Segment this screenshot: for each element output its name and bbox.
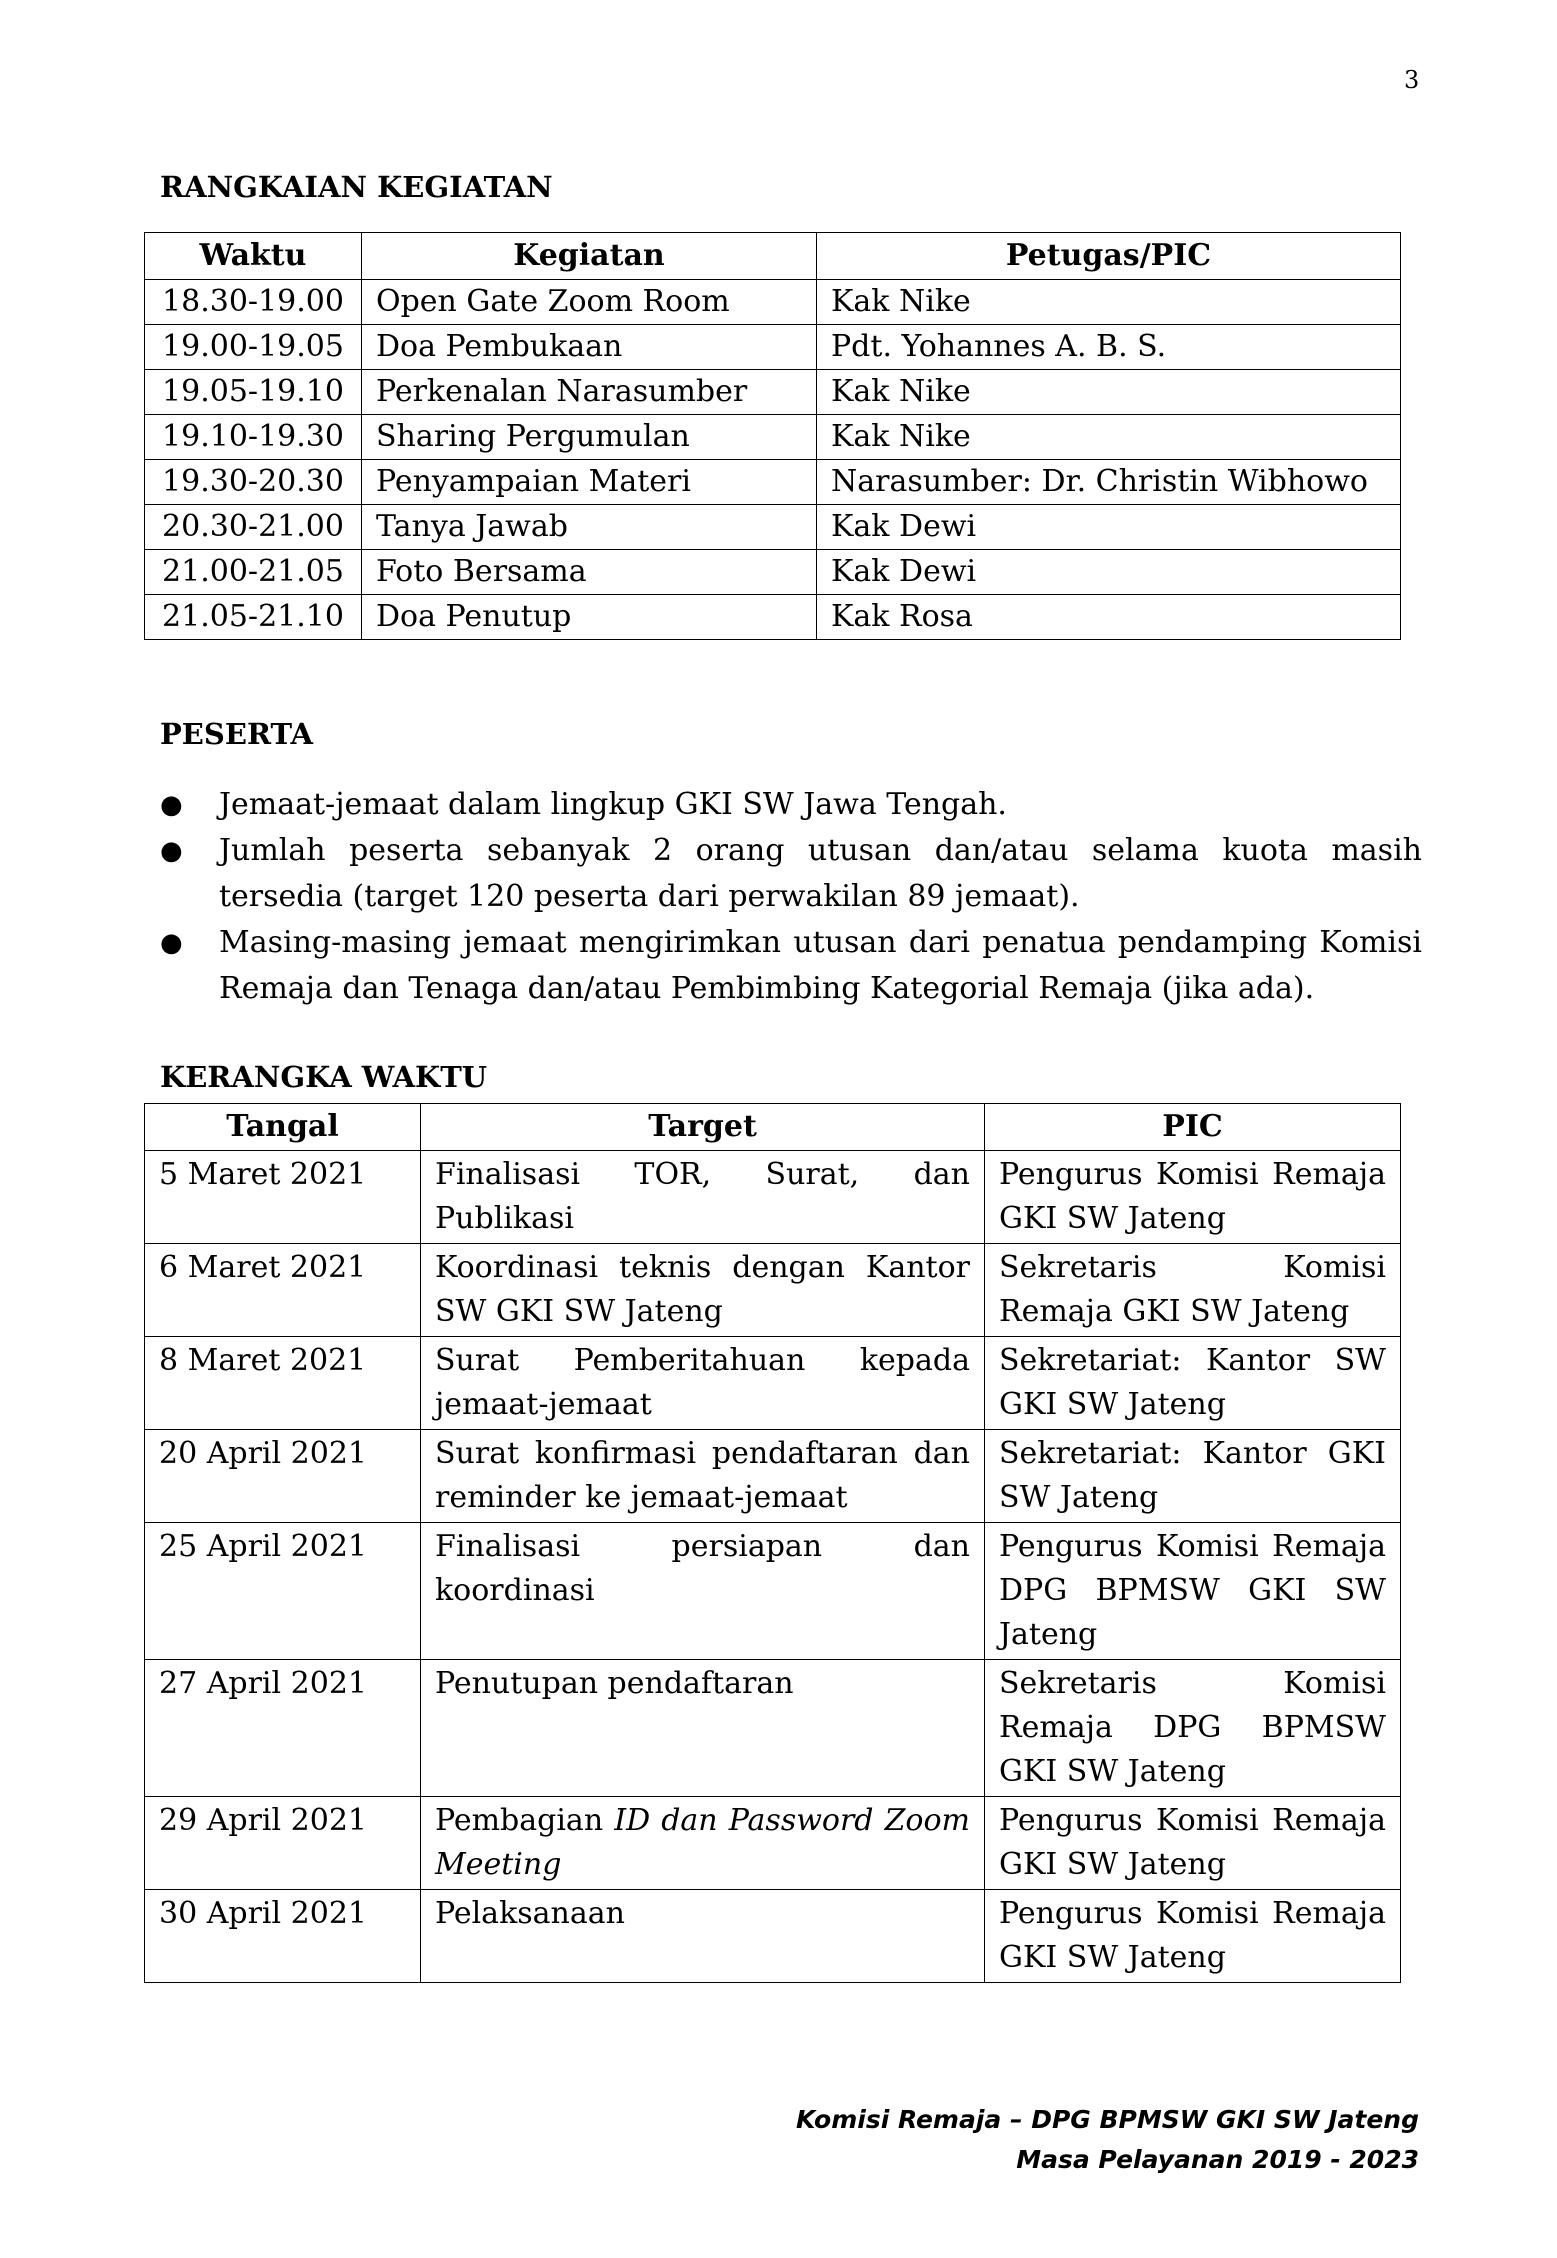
bullet-icon: ● xyxy=(160,928,183,958)
table-header-row xyxy=(145,1104,1401,1151)
table-cell: 19.05-19.10 xyxy=(145,370,362,415)
table-cell: Surat konfirmasi pendaftaran dan reminder ke jemaat-jemaat xyxy=(421,1430,985,1523)
table-row xyxy=(145,1151,1401,1244)
table-cell: Penyampaian Materi xyxy=(362,460,817,505)
table-header-row xyxy=(145,233,1401,280)
table-row xyxy=(145,550,1401,595)
table-cell: Surat Pemberitahuan kepada jemaat-jemaat xyxy=(421,1337,985,1430)
table-cell: 6 Maret 2021 xyxy=(145,1244,421,1337)
table-cell: 30 April 2021 xyxy=(145,1890,421,1983)
table-cell: 19.00-19.05 xyxy=(145,325,362,370)
table-cell: 20.30-21.00 xyxy=(145,505,362,550)
table-row xyxy=(145,1244,1401,1337)
table-cell: Sekretariat: Kantor SW GKI SW Jateng xyxy=(985,1337,1401,1430)
table-row xyxy=(145,280,1401,325)
table-cell: 5 Maret 2021 xyxy=(145,1151,421,1244)
table-cell: Sekretaris Komisi Remaja DPG BPMSW GKI SW Jateng xyxy=(985,1660,1401,1797)
table-cell: Tanya Jawab xyxy=(362,505,817,550)
table-cell: Pengurus Komisi Remaja GKI SW Jateng xyxy=(985,1151,1401,1244)
footer xyxy=(796,2100,1419,2180)
table-cell: Kak Rosa xyxy=(817,595,1401,640)
table-row xyxy=(145,370,1401,415)
list-item-text: Jumlah peserta sebanyak 2 orang utusan dan/atau selama kuota masih tersedia (target 120 peserta dari perwakilan 89 jemaat). xyxy=(219,833,1422,914)
schedule-table-body xyxy=(145,280,1401,640)
bullet-icon: ● xyxy=(160,790,183,820)
table-row xyxy=(145,1523,1401,1660)
header-pic: PIC xyxy=(985,1104,1401,1151)
footer-line-1: Komisi Remaja – DPG BPMSW GKI SW Jateng xyxy=(796,2105,1419,2134)
table-cell: Sekretaris Komisi Remaja GKI SW Jateng xyxy=(985,1244,1401,1337)
table-row xyxy=(145,415,1401,460)
section-heading-rangkaian: RANGKAIAN KEGIATAN xyxy=(160,170,553,204)
table-row xyxy=(145,1797,1401,1890)
table-cell: Koordinasi teknis dengan Kantor SW GKI SW Jateng xyxy=(421,1244,985,1337)
table-row xyxy=(145,460,1401,505)
table-cell: 27 April 2021 xyxy=(145,1660,421,1797)
table-cell: Perkenalan Narasumber xyxy=(362,370,817,415)
table-cell: Open Gate Zoom Room xyxy=(362,280,817,325)
table-cell: Kak Nike xyxy=(817,415,1401,460)
table-cell: 21.05-21.10 xyxy=(145,595,362,640)
table-cell: Finalisasi TOR, Surat, dan Publikasi xyxy=(421,1151,985,1244)
section-heading-peserta: PESERTA xyxy=(160,717,314,751)
table-cell: Pembagian ID dan Password Zoom Meeting xyxy=(421,1797,985,1890)
table-cell: 19.30-20.30 xyxy=(145,460,362,505)
header-target: Target xyxy=(421,1104,985,1151)
table-cell: Narasumber: Dr. Christin Wibhowo xyxy=(817,460,1401,505)
schedule-table xyxy=(144,232,1401,640)
table-row xyxy=(145,325,1401,370)
table-cell: Penutupan pendaftaran xyxy=(421,1660,985,1797)
table-cell: 29 April 2021 xyxy=(145,1797,421,1890)
table-row xyxy=(145,1337,1401,1430)
table-cell: Sekretariat: Kantor GKI SW Jateng xyxy=(985,1430,1401,1523)
table-row xyxy=(145,1660,1401,1797)
table-row xyxy=(145,1890,1401,1983)
table-cell: Doa Pembukaan xyxy=(362,325,817,370)
list-item xyxy=(160,782,1422,828)
table-cell: Doa Penutup xyxy=(362,595,817,640)
page-number: 3 xyxy=(1404,66,1420,94)
table-cell: Pengurus Komisi Remaja GKI SW Jateng xyxy=(985,1797,1401,1890)
list-item-text: Jemaat-jemaat dalam lingkup GKI SW Jawa Tengah. xyxy=(219,787,1007,822)
table-cell: 25 April 2021 xyxy=(145,1523,421,1660)
table-cell: Pelaksanaan xyxy=(421,1890,985,1983)
timeline-table xyxy=(144,1103,1401,1983)
table-row xyxy=(145,1430,1401,1523)
table-cell: 20 April 2021 xyxy=(145,1430,421,1523)
table-cell: Pdt. Yohannes A. B. S. xyxy=(817,325,1401,370)
table-cell: Kak Nike xyxy=(817,280,1401,325)
header-petugas: Petugas/PIC xyxy=(817,233,1401,280)
table-cell: Pengurus Komisi Remaja DPG BPMSW GKI SW Jateng xyxy=(985,1523,1401,1660)
header-waktu: Waktu xyxy=(145,233,362,280)
table-cell: Finalisasi persiapan dan koordinasi xyxy=(421,1523,985,1660)
table-cell: Kak Dewi xyxy=(817,505,1401,550)
list-item-text: Masing-masing jemaat mengirimkan utusan dari penatua pendamping Komisi Remaja dan Tenaga dan/atau Pembimbing Kategorial Remaja (jika ada). xyxy=(219,925,1422,1006)
list-item xyxy=(160,828,1422,920)
participant-list xyxy=(160,782,1422,1012)
table-cell: 19.10-19.30 xyxy=(145,415,362,460)
bullet-icon: ● xyxy=(160,836,183,866)
table-cell: Kak Nike xyxy=(817,370,1401,415)
table-cell: 21.00-21.05 xyxy=(145,550,362,595)
table-cell: Pengurus Komisi Remaja GKI SW Jateng xyxy=(985,1890,1401,1983)
header-kegiatan: Kegiatan xyxy=(362,233,817,280)
table-cell: Sharing Pergumulan xyxy=(362,415,817,460)
table-cell: 18.30-19.00 xyxy=(145,280,362,325)
table-cell: 8 Maret 2021 xyxy=(145,1337,421,1430)
table-cell: Foto Bersama xyxy=(362,550,817,595)
table-row xyxy=(145,595,1401,640)
footer-line-2: Masa Pelayanan 2019 - 2023 xyxy=(1016,2145,1419,2174)
list-item xyxy=(160,920,1422,1012)
table-cell: Kak Dewi xyxy=(817,550,1401,595)
timeline-table-body xyxy=(145,1151,1401,1983)
section-heading-kerangka: KERANGKA WAKTU xyxy=(160,1060,488,1094)
table-row xyxy=(145,505,1401,550)
header-tangal: Tangal xyxy=(145,1104,421,1151)
